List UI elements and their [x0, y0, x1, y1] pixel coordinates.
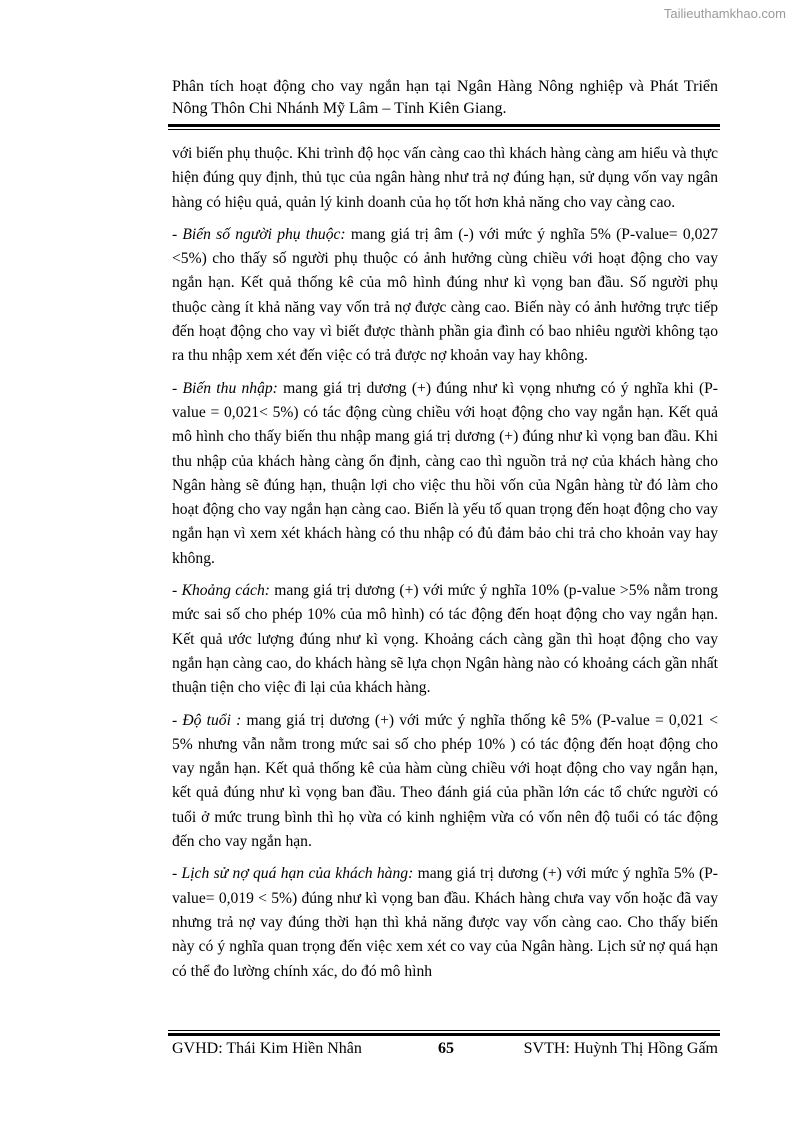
page-header-title: Phân tích hoạt động cho vay ngắn hạn tại Ngân Hàng Nông nghiệp và Phát Triển Nông Thôn Chi Nhánh Mỹ Lâm – Tỉnh Kiên Giang. — [172, 78, 718, 117]
paragraph-overdue-history: - Lịch sử nợ quá hạn của khách hàng: mang giá trị dương (+) với mức ý nghĩa 5% (P-value= 0,019 < 5%) đúng như kì vọng ban đầu. Khách hàng chưa vay vốn hoặc đã vay nhưng trả nợ vay đúng thời hạn thì khả năng được vay vốn càng cao. Cho thấy biến này có ý nghĩa quan trọng đến việc xem xét co vay của Ngân hàng. Lịch sử nợ quá hạn có thể đo lường chính xác, do đó mô hình — [172, 865, 718, 980]
document-body — [172, 142, 718, 992]
paragraph-age: - Độ tuổi : mang giá trị dương (+) với mức ý nghĩa thống kê 5% (P-value = 0,021 < 5% nhưng vẫn nằm trong mức sai số cho phép 10% ) có tác động đến hoạt động cho vay ngắn hạn. Kết quả thống kê của hàm cùng chiều với hoạt động cho vay ngắn hạn, kết quả đúng như kì vọng ban đầu. Theo đánh giá của phần lớn các tổ chức người có tuổi ở mức trung bình thì họ vừa có kinh nghiệm vừa có vốn nên độ tuổi có tác động đến cho vay ngắn hạn. — [172, 711, 718, 851]
term-label: Độ tuổi : — [182, 711, 242, 729]
paragraph-dependents: - Biến số người phụ thuộc: mang giá trị âm (-) với mức ý nghĩa 5% (P-value= 0,027 <5%) cho thấy số người phụ thuộc có ảnh hưởng cùng chiều với hoạt động cho vay ngắn hạn. Kết quả thống kê của mô hình đúng như kì vọng ban đầu. Số người phụ thuộc càng ít khả năng vay vốn trả nợ được càng cao. Biến này có ảnh hưởng trực tiếp đến hoạt động cho vay vì biết được thành phần gia đình có bao nhiêu người không tạo ra thu nhập xem xét đến việc có trả được nợ khoản vay hay không. — [172, 225, 718, 365]
intro-paragraph: với biến phụ thuộc. Khi trình độ học vấn càng cao thì khách hàng càng am hiểu và thực hiện đúng quy định, thủ tục của ngân hàng như trả nợ đúng hạn, sử dụng vốn vay ngân hàng có hiệu quả, quản lý kinh doanh của họ tốt hơn khả năng cho vay càng cao. — [172, 145, 718, 211]
paragraph-distance: - Khoảng cách: mang giá trị dương (+) với mức ý nghĩa 10% (p-value >5% nằm trong mức sai số cho phép 10% của mô hình) có tác động đến hoạt động cho vay ngắn hạn. Kết quả ước lượng đúng như kì vọng. Khoảng cách càng gần thì hoạt động cho vay ngắn hạn càng cao, do khách hàng sẽ lựa chọn Ngân hàng nào có khoảng cách gần nhất thuận tiện cho việc đi lại của khách hàng. — [172, 582, 718, 697]
paragraph-text: mang giá trị dương (+) với mức ý nghĩa 5% (P-value= 0,019 < 5%) đúng như kì vọng ban đầu. Khách hàng chưa vay vốn hoặc đã vay nhưng trả nợ vay đúng thời hạn thì khả năng được vay vốn càng cao. Cho thấy biến này có ý nghĩa quan trọng đến việc xem xét co vay của Ngân hàng. Lịch sử nợ quá hạn có thể đo lường chính xác, do đó mô hình — [172, 865, 718, 980]
footer-student: SVTH: Huỳnh Thị Hồng Gấm — [523, 1040, 718, 1057]
watermark-text: Tailieuthamkhao.com — [663, 6, 786, 21]
term-label: Biến số người phụ thuộc: — [182, 225, 346, 243]
footer-rule-thin — [168, 1030, 720, 1031]
term-label: Khoảng cách: — [181, 582, 270, 600]
paragraph-text: mang giá trị dương (+) đúng như kì vọng nhưng có ý nghĩa khi (P-value = 0,021< 5%) có tác động cùng chiều với hoạt động cho vay ngắn hạn. Kết quả mô hình cho thấy biến thu nhập mang giá trị dương (+) đúng như kì vọng ban đầu. Khi thu nhập của khách hàng càng ổn định, càng cao thì nguồn trả nợ của khách hàng cho Ngân hàng sẽ đúng hạn, thuận lợi cho việc thu hồi vốn của Ngân hàng từ đó làm cho hoạt động cho vay ngắn hạn càng cao. Biến là yếu tố quan trọng đến hoạt động cho vay ngắn hạn vì xem xét khách hàng có thu nhập có đủ đảm bảo chi trả cho khoản vay hay không. — [172, 379, 719, 567]
paragraph-text: mang giá trị dương (+) với mức ý nghĩa thống kê 5% (P-value = 0,021 < 5% nhưng vẫn nằm trong mức sai số cho phép 10% ) có tác động đến hoạt động cho vay ngắn hạn. Kết quả thống kê của hàm cùng chiều với hoạt động cho vay ngắn hạn, kết quả đúng như kì vọng ban đầu. Theo đánh giá của phần lớn các tổ chức người có tuổi ở mức trung bình thì họ vừa có kinh nghiệm vừa có vốn nên độ tuổi có tác động đến cho vay ngắn hạn. — [172, 711, 718, 851]
term-label: Lịch sử nợ quá hạn của khách hàng: — [181, 865, 414, 883]
header-rule-thin — [168, 129, 720, 130]
footer-advisor: GVHD: Thái Kim Hiền Nhân — [172, 1040, 362, 1057]
header-rule-thick — [168, 124, 720, 127]
paragraph-text: mang giá trị âm (-) với mức ý nghĩa 5% (P-value= 0,027 <5%) cho thấy số người phụ thuộc có ảnh hưởng cùng chiều với hoạt động cho vay ngắn hạn. Kết quả thống kê của mô hình đúng như kì vọng ban đầu. Số người phụ thuộc càng ít khả năng vay vốn trả nợ được càng cao. Biến này có ảnh hưởng trực tiếp đến hoạt động cho vay vì biết được thành phần gia đình có bao nhiêu người không tạo ra thu nhập xem xét đến việc có trả được nợ khoản vay hay không. — [172, 225, 718, 365]
page-number: 65 — [438, 1040, 454, 1057]
term-label: Biến thu nhập: — [182, 379, 278, 397]
paragraph-text: mang giá trị dương (+) với mức ý nghĩa 10% (p-value >5% nằm trong mức sai số cho phép 10% của mô hình) có tác động đến hoạt động cho vay ngắn hạn. Kết quả ước lượng đúng như kì vọng. Khoảng cách càng gần thì hoạt động cho vay ngắn hạn càng cao, do khách hàng sẽ lựa chọn Ngân hàng nào có khoảng cách gần nhất thuận tiện cho việc đi lại của khách hàng. — [172, 582, 718, 697]
paragraph-income: - Biến thu nhập: mang giá trị dương (+) đúng như kì vọng nhưng có ý nghĩa khi (P-value = 0,021< 5%) có tác động cùng chiều với hoạt động cho vay ngắn hạn. Kết quả mô hình cho thấy biến thu nhập mang giá trị dương (+) đúng như kì vọng ban đầu. Khi thu nhập của khách hàng càng ổn định, càng cao thì nguồn trả nợ của khách hàng cho Ngân hàng sẽ đúng hạn, thuận lợi cho việc thu hồi vốn của Ngân hàng từ đó làm cho hoạt động cho vay ngắn hạn càng cao. Biến là yếu tố quan trọng đến hoạt động cho vay ngắn hạn vì xem xét khách hàng có thu nhập có đủ đảm bảo chi trả cho khoản vay hay không. — [172, 379, 719, 567]
page-footer — [172, 1040, 718, 1062]
footer-rule-thick — [168, 1033, 720, 1036]
